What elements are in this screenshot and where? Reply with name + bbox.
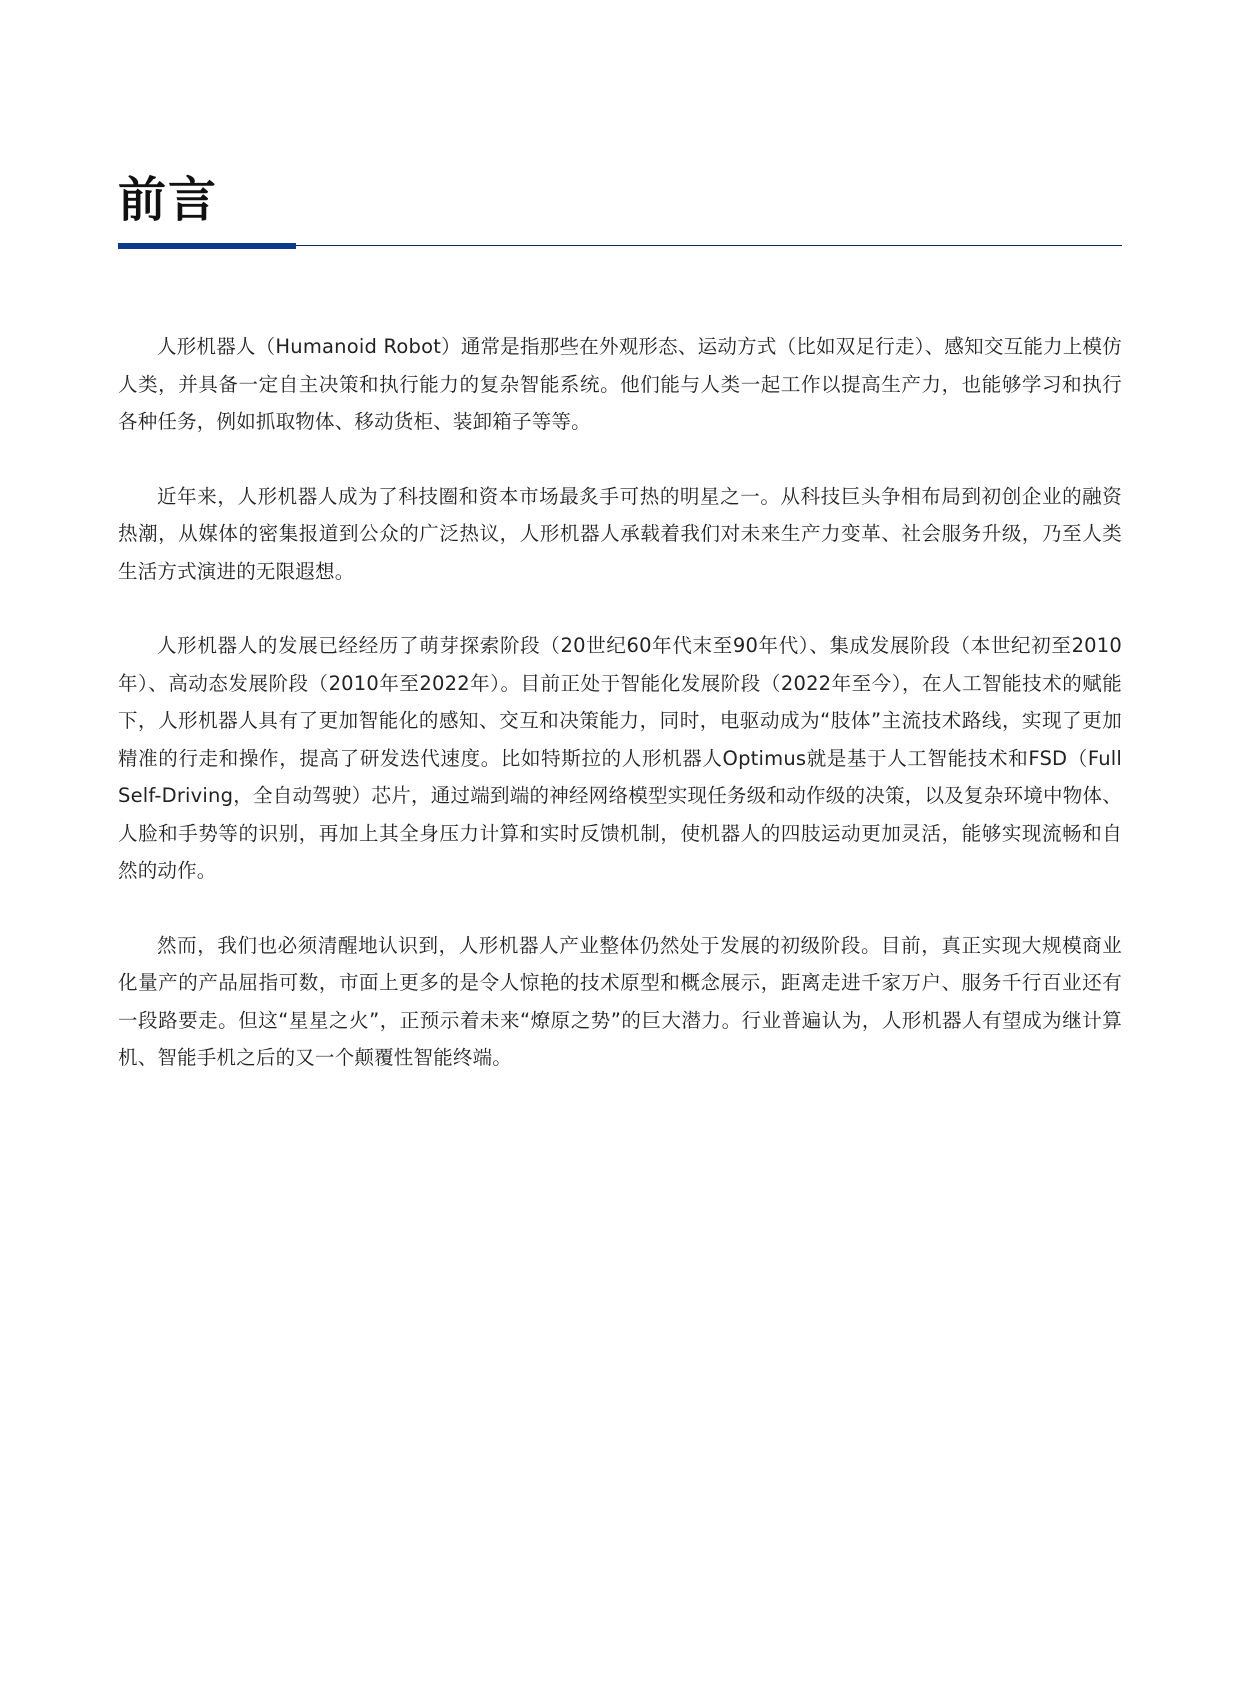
paragraph-4: 然而，我们也必须清醒地认识到，人形机器人产业整体仍然处于发展的初级阶段。目前，真正实现大规模商业化量产的产品屈指可数，市面上更多的是令人惊艳的技术原型和概念展示，距离走进千家万户、服务千行百业还有一段路要走。但这“星星之火”，正预示着未来“燎原之势”的巨大潜力。行业普遍认为，人形机器人有望成为继计算机、智能手机之后的又一个颠覆性智能终端。 [118,933,1122,1069]
paragraph-1: 人形机器人（Humanoid Robot）通常是指那些在外观形态、运动方式（比如双足行走）、感知交互能力上模仿人类，并具备一定自主决策和执行能力的复杂智能系统。他们能与人类一起工作以提高生产力，也能够学习和执行各种任务，例如抓取物体、移动货柜、装卸箱子等等。 [118,335,1122,433]
paragraph-2: 近年来，人形机器人成为了科技圈和资本市场最炙手可热的明星之一。从科技巨头争相布局到初创企业的融资热潮，从媒体的密集报道到公众的广泛热议，人形机器人承载着我们对未来生产力变革、社会服务升级，乃至人类生活方式演进的无限遐想。 [118,484,1122,583]
page-title: 前言 [118,172,219,228]
paragraph-3: 人形机器人的发展已经经历了萌芽探索阶段（20世纪60年代末至90年代）、集成发展阶段（本世纪初至2010年）、高动态发展阶段（2010年至2022年）。目前正处于智能化发展阶段（2022年至今），在人工智能技术的赋能下，人形机器人具有了更加智能化的感知、交互和决策能力，同时，电驱动成为“肢体”主流技术路线，实现了更加精准的行走和操作，提高了研发迭代速度。比如特斯拉的人形机器人Optimus就是基于人工智能技术和FSD（Full Self-Driving，全自动驾驶）芯片，通过端到端的神经网络模型实现任务级和动作级的决策，以及复杂环境中物体、人脸和手势等的识别，再加上其全身压力计算和实时反馈机制，使机器人的四肢运动更加灵活，能够实现流畅和自然的动作。 [118,634,1122,882]
title-divider-accent [118,243,296,249]
document-body [118,328,1122,1114]
